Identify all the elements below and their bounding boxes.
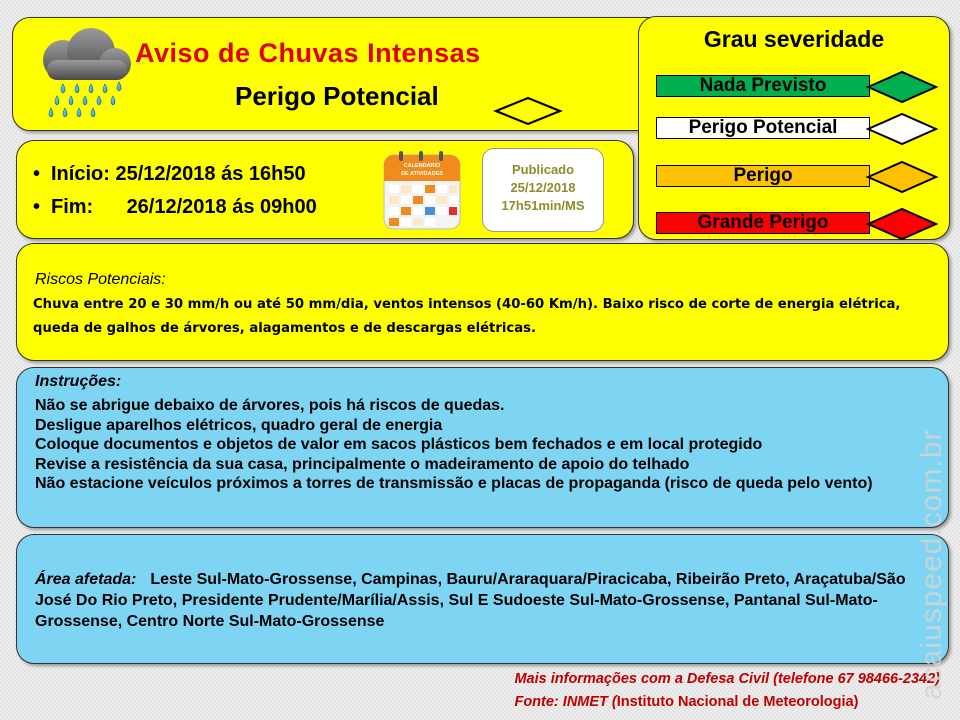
footer-source: [514, 691, 940, 714]
risks-title: Riscos Potenciais:: [35, 271, 166, 288]
diamond-icon: [865, 206, 939, 242]
severity-panel: [638, 16, 950, 240]
severity-level-perigo-potencial: Perigo Potencial: [656, 117, 870, 139]
calendar-icon: [381, 149, 463, 231]
instructions-box: [16, 367, 949, 528]
published-date: 25/12/2018: [510, 180, 576, 195]
end-value: 26/12/2018 ás 09h00: [126, 196, 317, 218]
calendar-label: CALENDÁRIO: [403, 163, 441, 169]
alert-level: Perigo Potencial: [235, 81, 439, 111]
instructions-title: Instruções:: [35, 373, 122, 390]
risks-text: Chuva entre 20 e 30 mm/h ou até 50 mm/dia, ventos intensos (40-60 Km/h). Baixo risco de corte de energia elétrica, queda de galhos de árvores, alagamentos e de descargas elétricas.: [33, 297, 901, 336]
start-value: 25/12/2018 ás 16h50: [115, 163, 306, 185]
published-label: Publicado: [511, 162, 575, 177]
instruction-item: Coloque documentos e objetos de valor em sacos plásticos bem fechados e em local protegido: [35, 436, 763, 453]
end-date: • Fim: 26/12/2018 ás 09h00: [33, 196, 317, 218]
severity-level-nada-previsto: Nada Previsto: [656, 75, 870, 97]
affected-area-text: Leste Sul-Mato-Grossense, Campinas, Bauru/Araraquara/Piracicaba, Ribeirão Preto, Araçatuba/São José Do Rio Preto, Presidente Prudente/Marília/Assis, Sul E Sudoeste Sul-Mato-Grossense, Pantanal Sul-Mato-Grossense, Centro Norte Sul-Mato-Grossense: [35, 571, 906, 630]
alert-dates: [16, 140, 634, 239]
footer-source-label: Fonte: INMET (: [514, 694, 617, 710]
diamond-icon: [865, 111, 939, 147]
alert-title: Aviso de Chuvas Intensas: [135, 38, 481, 68]
footer-source-name: Instituto Nacional de Meteorologia): [616, 694, 859, 710]
watermark: acaiuspeed.com.br: [915, 429, 948, 700]
diamond-icon: [865, 159, 939, 195]
rain-cloud-icon: [33, 26, 137, 126]
footer-contact: Mais informações com a Defesa Civil (telefone 67 98466-2342): [514, 671, 940, 687]
start-label: Início:: [51, 163, 110, 185]
risks-box: [16, 243, 949, 361]
affected-area-label: Área afetada:: [35, 571, 137, 588]
severity-level-grande-perigo: Grande Perigo: [656, 212, 870, 234]
diamond-icon: [865, 69, 939, 105]
instruction-item: Não estacione veículos próximos a torres de transmissão e placas de propaganda (risco de queda pelo vento): [35, 475, 873, 492]
end-label: Fim:: [51, 196, 94, 218]
affected-area: [35, 569, 940, 632]
calendar-sublabel: DE ATIVIDADES: [401, 171, 443, 177]
alert-header: [12, 17, 672, 131]
severity-title: Grau severidade: [703, 26, 885, 52]
severity-level-perigo: Perigo: [656, 165, 870, 187]
instructions-list: [35, 396, 935, 494]
start-date: • Início: 25/12/2018 ás 16h50: [33, 163, 306, 185]
published-time: 17h51min/MS: [501, 198, 585, 213]
instruction-item: Desligue aparelhos elétricos, quadro geral de energia: [35, 416, 443, 434]
footer: [514, 668, 940, 714]
diamond-icon: [493, 96, 563, 126]
published-box: [482, 148, 604, 232]
instruction-item: Não se abrigue debaixo de árvores, pois há riscos de quedas.: [35, 397, 505, 414]
instruction-item: Revise a resistência da sua casa, principalmente o madeiramento de apoio do telhado: [35, 455, 690, 473]
affected-area-box: [16, 534, 949, 664]
